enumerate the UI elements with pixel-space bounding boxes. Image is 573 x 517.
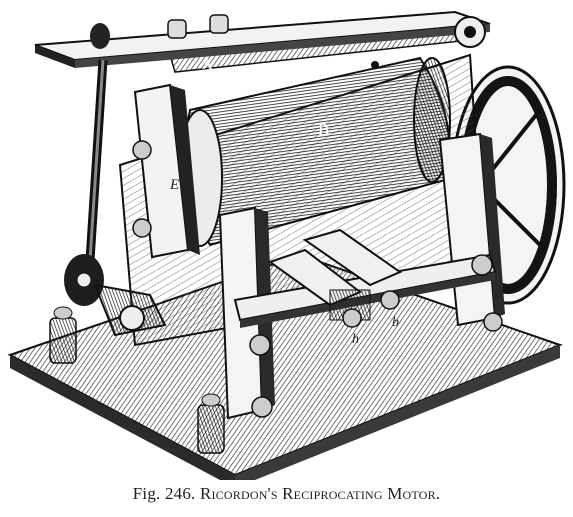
figure-caption [0, 484, 573, 504]
figure-number: Fig. 246. [132, 484, 196, 503]
label-h: h [352, 332, 359, 347]
terminal-post-left [50, 307, 76, 363]
figure-title: Ricordon's Reciprocating Motor. [199, 484, 441, 503]
label-b-coil: B [318, 120, 330, 139]
label-b: b [392, 315, 399, 330]
binding-screw [168, 20, 186, 38]
label-e: E [170, 177, 180, 193]
binding-screw [210, 15, 228, 33]
label-a: A [202, 57, 213, 73]
